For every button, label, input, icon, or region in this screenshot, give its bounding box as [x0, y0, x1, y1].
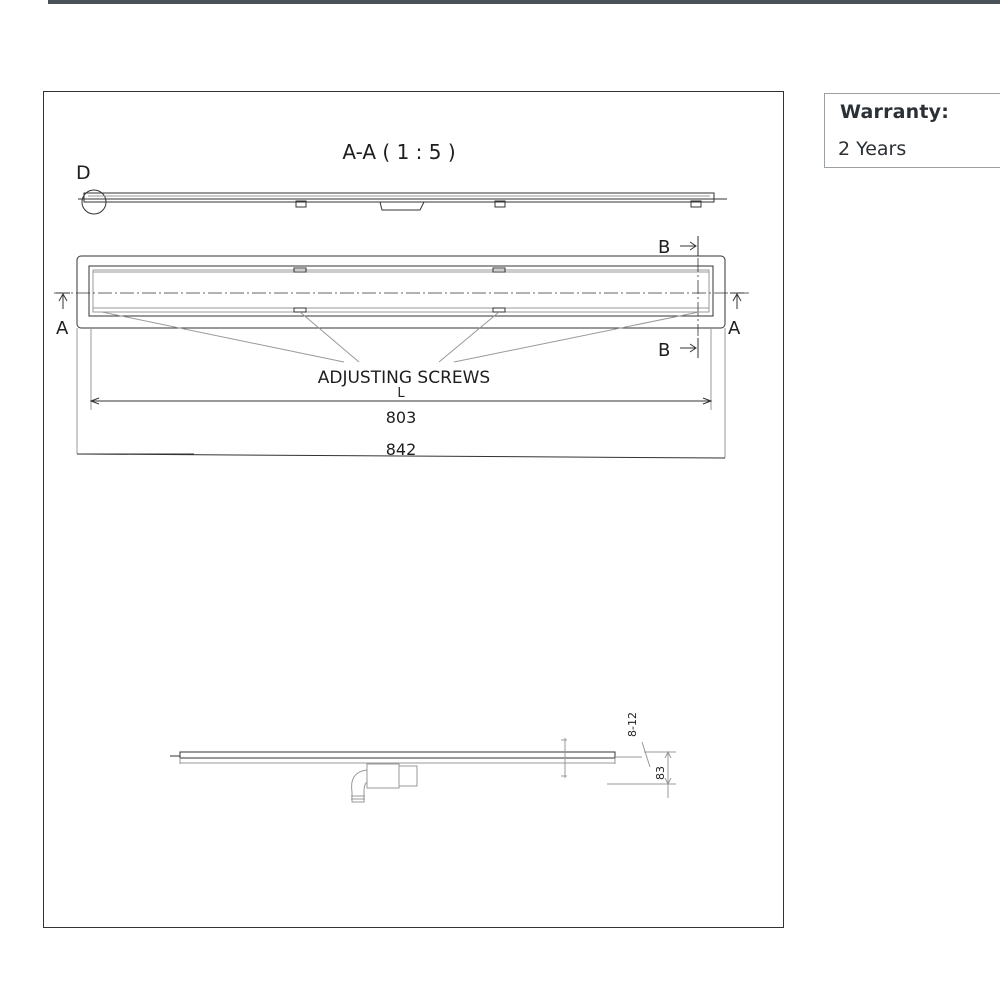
section-label-b-bottom: B: [658, 340, 671, 361]
section-label-a-left: A: [56, 318, 69, 339]
section-label-a-right: A: [728, 318, 741, 339]
detail-label: D: [76, 162, 91, 184]
length-label: L: [397, 386, 405, 401]
section-aa-profile: [78, 193, 727, 210]
adjusting-screws-leaders: [102, 312, 699, 362]
dimension-inner-value: 803: [385, 408, 417, 427]
dimension-height-range: 8-12: [626, 712, 639, 737]
top-divider-bar: [48, 0, 1000, 4]
warranty-label: Warranty:: [840, 101, 950, 123]
technical-drawing: [43, 91, 784, 928]
section-marker-a-left: [56, 293, 70, 339]
section-marker-b-bottom: [658, 338, 698, 361]
dimension-height: 83: [654, 766, 667, 780]
side-elevation: [170, 738, 642, 802]
warranty-value: 2 Years: [838, 138, 907, 160]
section-label-b-top: B: [658, 237, 671, 258]
drawing-canvas: [44, 92, 785, 929]
section-title: A-A ( 1 : 5 ): [342, 140, 456, 164]
callout-adjusting-screws: ADJUSTING SCREWS: [317, 368, 491, 388]
section-marker-b-top: [658, 236, 698, 258]
warranty-panel: [824, 93, 1000, 168]
dimension-outer-value: 842: [385, 440, 417, 459]
section-marker-a-right: [728, 293, 744, 339]
plan-view: [54, 256, 749, 328]
